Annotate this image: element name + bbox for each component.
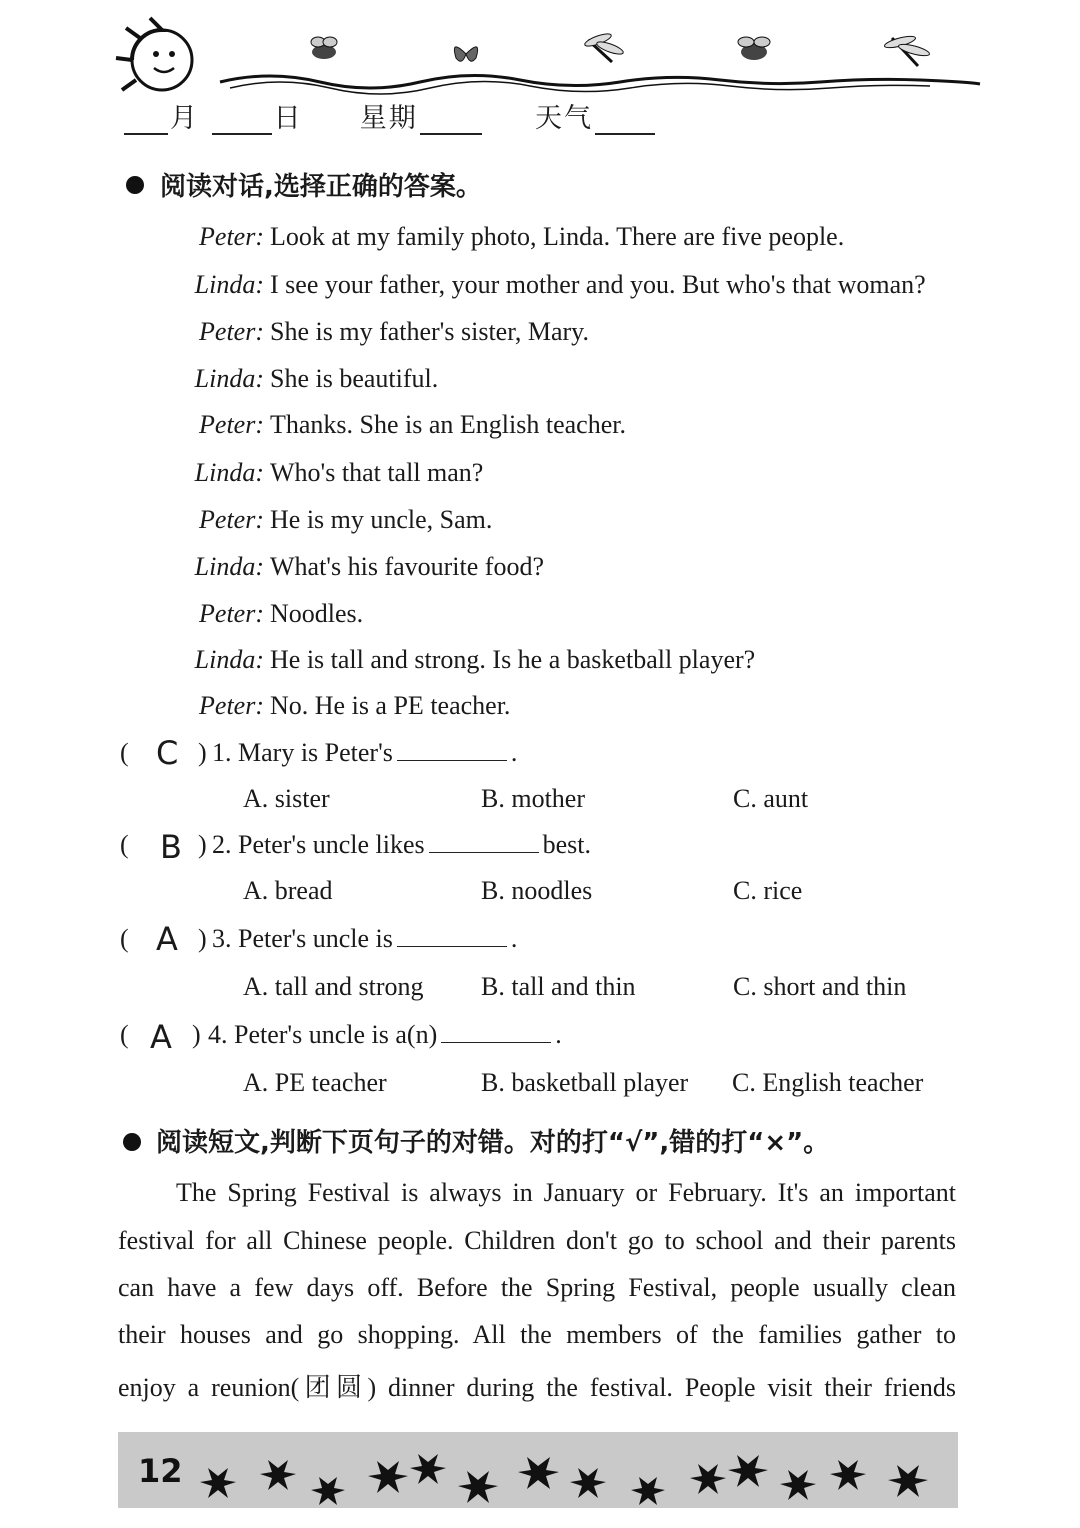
speaker-name: Linda: [194, 270, 264, 299]
speaker-name: Linda: [194, 458, 264, 487]
option-c[interactable]: C. aunt [733, 784, 809, 813]
section-2-title: 阅读短文,判断下页句子的对错。对的打“√”,错的打“×”。 [156, 1128, 830, 1158]
weather-label: 天气 [534, 103, 593, 134]
option-a[interactable]: A. sister [243, 784, 330, 813]
answer-blank[interactable] [397, 738, 507, 761]
speaker-name: Peter: [199, 505, 264, 534]
speaker-name: Peter: [199, 691, 264, 720]
bee-icon [311, 37, 337, 59]
handwritten-answer[interactable]: B [160, 828, 182, 866]
speaker-name: Peter: [199, 599, 264, 628]
dialogue-text: She is beautiful. [270, 364, 439, 393]
weather-blank [595, 107, 655, 135]
dragonfly-icon [583, 31, 624, 62]
dialogue-text: Noodles. [270, 599, 364, 628]
month-label: 月 [170, 103, 199, 134]
passage-line: can have a few days off. Before the Spring Festival, people usually clean [118, 1273, 956, 1302]
option-b[interactable]: B. mother [481, 784, 585, 813]
option-b[interactable]: B. tall and thin [481, 972, 636, 1001]
dialogue-text: I see your father, your mother and you. But who's that woman? [270, 270, 926, 299]
date-line [122, 96, 657, 135]
passage-line: festival for all Chinese people. Children don't go to school and their parents [118, 1226, 956, 1255]
question-stem: 1. Mary is Peter's . [212, 738, 518, 767]
speaker-name: Linda: [194, 364, 264, 393]
footer-band [118, 1432, 958, 1508]
dialogue-text: He is my uncle, Sam. [270, 505, 493, 534]
bullet-icon [123, 1133, 141, 1151]
handwritten-answer[interactable]: C [156, 734, 179, 772]
header-decoration [110, 10, 990, 110]
speaker-name: Linda: [194, 645, 264, 674]
passage-line: enjoy a reunion(团圆) dinner during the festival. People visit their friends [118, 1373, 956, 1402]
page-number: 12 [138, 1452, 183, 1490]
weekday-label: 星期 [359, 103, 418, 134]
dialogue-text: Who's that tall man? [270, 458, 484, 487]
day-label: 日 [273, 103, 303, 134]
dialogue-text: He is tall and strong. Is he a basketball player? [270, 645, 756, 674]
bee-icon-2 [738, 37, 770, 60]
passage-line: The Spring Festival is always in January or February. It's an important [176, 1178, 956, 1207]
speaker-name: Peter: [199, 317, 264, 346]
answer-blank[interactable] [429, 830, 539, 853]
butterfly-icon [454, 47, 477, 61]
day-blank [212, 107, 272, 135]
dialogue-text: She is my father's sister, Mary. [270, 317, 589, 346]
bullet-icon [126, 176, 144, 194]
month-blank [124, 107, 168, 135]
weekday-blank [420, 107, 482, 135]
option-a[interactable]: A. PE teacher [243, 1068, 387, 1097]
leaves-decoration [118, 1432, 958, 1508]
option-c[interactable]: C. rice [733, 876, 803, 905]
question-stem: 4. Peter's uncle is a(n) . [208, 1020, 562, 1049]
question-stem: 3. Peter's uncle is . [212, 924, 518, 953]
handwritten-answer[interactable]: A [156, 920, 178, 958]
answer-blank[interactable] [441, 1020, 551, 1043]
option-b[interactable]: B. basketball player [481, 1068, 689, 1097]
answer-blank[interactable] [397, 924, 507, 947]
dialogue-text: What's his favourite food? [270, 552, 544, 581]
option-c[interactable]: C. short and thin [733, 972, 907, 1001]
sun-icon [116, 18, 192, 90]
speaker-name: Peter: [199, 222, 264, 251]
handwritten-answer[interactable]: A [150, 1018, 172, 1056]
option-a[interactable]: A. tall and strong [243, 972, 424, 1001]
dragonfly-icon-2 [884, 34, 931, 66]
speaker-name: Peter: [199, 410, 264, 439]
option-a[interactable]: A. bread [243, 876, 333, 905]
wave-line-2 [230, 81, 930, 94]
option-c[interactable]: C. English teacher [732, 1068, 924, 1097]
speaker-name: Linda: [194, 552, 264, 581]
section-1-title: 阅读对话,选择正确的答案。 [160, 172, 482, 202]
question-stem: 2. Peter's uncle likes best. [212, 830, 592, 859]
passage-line: their houses and go shopping. All the members of the families gather to [118, 1320, 956, 1349]
dialogue-text: Look at my family photo, Linda. There are five people. [270, 222, 845, 251]
option-b[interactable]: B. noodles [481, 876, 593, 905]
dialogue-text: No. He is a PE teacher. [270, 691, 511, 720]
dialogue-text: Thanks. She is an English teacher. [270, 410, 626, 439]
